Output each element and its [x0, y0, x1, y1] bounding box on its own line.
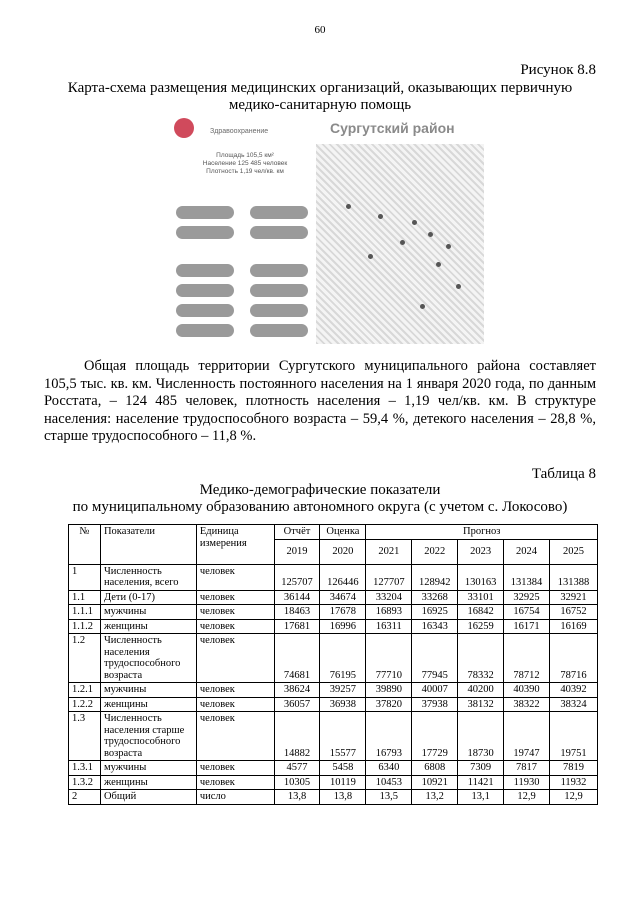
map-image	[170, 114, 488, 352]
row-value: 18730	[458, 712, 504, 761]
row-value: 127707	[366, 564, 412, 590]
row-value: 40007	[412, 683, 458, 698]
row-value: 4577	[274, 761, 320, 776]
header-year: 2024	[504, 539, 550, 564]
row-value: 32921	[550, 590, 598, 605]
map-marker-icon	[420, 304, 425, 309]
row-value: 16793	[366, 712, 412, 761]
row-value: 16893	[366, 605, 412, 620]
map-marker-icon	[456, 284, 461, 289]
row-value: 33204	[366, 590, 412, 605]
row-value: 36938	[320, 697, 366, 712]
row-number: 1.3	[69, 712, 101, 761]
row-number: 1.2.1	[69, 683, 101, 698]
body-paragraph: Общая площадь территории Сургутского муниципального района составляет 105,5 тыс. кв. км. Численность постоянного населения на 1 января 2020 года, по данным Росстата, – 124 485 человек, плотность населения – 1,19 чел/кв. км. В структуре населения: население трудоспособного возраста – 59,4 %, детекого населения – 28,8 %, старше трудоспособного – 11,8 %.	[44, 358, 596, 445]
row-unit: человек	[196, 761, 274, 776]
table-row	[69, 790, 598, 805]
row-indicator: женщины	[100, 697, 196, 712]
header-year: 2025	[550, 539, 598, 564]
row-value: 16343	[412, 619, 458, 634]
row-value: 13,2	[412, 790, 458, 805]
row-value: 17681	[274, 619, 320, 634]
legend-item	[176, 324, 234, 337]
legend-item	[176, 206, 234, 219]
map-marker-icon	[378, 214, 383, 219]
row-value: 16169	[550, 619, 598, 634]
table-row	[69, 712, 598, 761]
region-map-area	[316, 144, 484, 344]
legend-item	[250, 264, 308, 277]
row-unit: человек	[196, 712, 274, 761]
row-value: 33101	[458, 590, 504, 605]
row-value: 76195	[320, 634, 366, 683]
row-value: 128942	[412, 564, 458, 590]
row-value: 78716	[550, 634, 598, 683]
row-value: 33268	[412, 590, 458, 605]
map-marker-icon	[446, 244, 451, 249]
map-stat-density: Плотность 1,19 чел/кв. км	[206, 168, 284, 175]
row-unit: человек	[196, 619, 274, 634]
row-value: 32925	[504, 590, 550, 605]
row-value: 13,8	[320, 790, 366, 805]
header-indicator: Показатели	[100, 525, 196, 565]
header-year: 2020	[320, 539, 366, 564]
table-row	[69, 761, 598, 776]
row-value: 11421	[458, 775, 504, 790]
heart-logo-icon	[174, 118, 194, 138]
row-value: 37938	[412, 697, 458, 712]
page-number: 60	[314, 24, 326, 36]
row-number: 1.1.2	[69, 619, 101, 634]
row-number: 2	[69, 790, 101, 805]
row-value: 40390	[504, 683, 550, 698]
map-stat-population: Население 125 485 человек	[202, 160, 288, 167]
row-value: 78332	[458, 634, 504, 683]
map-region-title: Сургутский район	[330, 120, 455, 136]
row-value: 36057	[274, 697, 320, 712]
row-value: 11930	[504, 775, 550, 790]
map-marker-icon	[346, 204, 351, 209]
row-value: 6808	[412, 761, 458, 776]
table-body	[69, 564, 598, 804]
row-value: 77945	[412, 634, 458, 683]
legend-item	[176, 304, 234, 317]
row-value: 17729	[412, 712, 458, 761]
table-row	[69, 697, 598, 712]
header-year: 2023	[458, 539, 504, 564]
row-value: 16925	[412, 605, 458, 620]
table-row	[69, 564, 598, 590]
legend-item	[176, 264, 234, 277]
row-number: 1	[69, 564, 101, 590]
row-unit: человек	[196, 590, 274, 605]
row-value: 10305	[274, 775, 320, 790]
row-value: 16996	[320, 619, 366, 634]
row-value: 16842	[458, 605, 504, 620]
row-value: 38322	[504, 697, 550, 712]
row-value: 131384	[504, 564, 550, 590]
legend-item	[250, 304, 308, 317]
row-number: 1.1	[69, 590, 101, 605]
row-value: 13,5	[366, 790, 412, 805]
legend-item	[176, 284, 234, 297]
map-marker-icon	[412, 220, 417, 225]
map-marker-icon	[428, 232, 433, 237]
map-marker-icon	[368, 254, 373, 259]
row-number: 1.2.2	[69, 697, 101, 712]
header-year: 2022	[412, 539, 458, 564]
table-title-line-1: Медико-демографические показатели	[199, 482, 441, 498]
row-indicator: Численность населения старше трудоспособного возраста	[100, 712, 196, 761]
demographics-table	[68, 524, 598, 805]
row-value: 38324	[550, 697, 598, 712]
table-row	[69, 683, 598, 698]
row-number: 1.3.2	[69, 775, 101, 790]
row-value: 10453	[366, 775, 412, 790]
row-value: 10119	[320, 775, 366, 790]
row-unit: число	[196, 790, 274, 805]
legend-item	[176, 226, 234, 239]
map-marker-icon	[436, 262, 441, 267]
row-unit: человек	[196, 683, 274, 698]
row-value: 13,8	[274, 790, 320, 805]
table-label: Таблица 8	[531, 466, 596, 482]
row-value: 125707	[274, 564, 320, 590]
row-value: 40200	[458, 683, 504, 698]
row-indicator: мужчины	[100, 683, 196, 698]
row-value: 36144	[274, 590, 320, 605]
row-number: 1.2	[69, 634, 101, 683]
row-indicator: мужчины	[100, 761, 196, 776]
row-value: 19751	[550, 712, 598, 761]
row-unit: человек	[196, 697, 274, 712]
row-value: 39890	[366, 683, 412, 698]
header-report: Отчёт	[274, 525, 320, 540]
row-value: 6340	[366, 761, 412, 776]
row-indicator: Численность населения трудоспособного возраста	[100, 634, 196, 683]
header-num: №	[69, 525, 101, 565]
figure-label: Рисунок 8.8	[520, 62, 596, 78]
table-header-row	[69, 525, 598, 540]
row-value: 7819	[550, 761, 598, 776]
row-value: 37820	[366, 697, 412, 712]
legend-item	[250, 324, 308, 337]
row-value: 16259	[458, 619, 504, 634]
table-row	[69, 619, 598, 634]
table-row	[69, 590, 598, 605]
table-row	[69, 775, 598, 790]
row-value: 15577	[320, 712, 366, 761]
legend-item	[250, 226, 308, 239]
row-value: 18463	[274, 605, 320, 620]
figure-title: Карта-схема размещения медицинских организаций, оказывающих первичную медико-санитарную помощь	[67, 80, 573, 113]
header-forecast: Прогноз	[366, 525, 598, 540]
row-value: 17678	[320, 605, 366, 620]
row-value: 16311	[366, 619, 412, 634]
map-stat-area: Площадь 105,5 км²	[216, 152, 274, 159]
row-value: 130163	[458, 564, 504, 590]
row-value: 34674	[320, 590, 366, 605]
row-value: 7817	[504, 761, 550, 776]
row-number: 1.3.1	[69, 761, 101, 776]
row-indicator: женщины	[100, 775, 196, 790]
table-title	[44, 482, 596, 516]
row-value: 12,9	[550, 790, 598, 805]
row-value: 74681	[274, 634, 320, 683]
row-value: 38132	[458, 697, 504, 712]
row-value: 131388	[550, 564, 598, 590]
row-value: 14882	[274, 712, 320, 761]
row-value: 13,1	[458, 790, 504, 805]
row-value: 40392	[550, 683, 598, 698]
row-unit: человек	[196, 634, 274, 683]
row-value: 12,9	[504, 790, 550, 805]
row-value: 19747	[504, 712, 550, 761]
row-unit: человек	[196, 775, 274, 790]
legend-item	[250, 284, 308, 297]
row-value: 78712	[504, 634, 550, 683]
row-indicator: женщины	[100, 619, 196, 634]
row-number: 1.1.1	[69, 605, 101, 620]
table-row	[69, 634, 598, 683]
row-unit: человек	[196, 605, 274, 620]
row-value: 16752	[550, 605, 598, 620]
row-value: 16171	[504, 619, 550, 634]
row-value: 5458	[320, 761, 366, 776]
header-unit: Единица измерения	[196, 525, 274, 565]
row-unit: человек	[196, 564, 274, 590]
map-brand: Здравоохранение	[210, 128, 269, 135]
row-indicator: Численность населения, всего	[100, 564, 196, 590]
legend-item	[250, 206, 308, 219]
row-value: 10921	[412, 775, 458, 790]
row-value: 126446	[320, 564, 366, 590]
header-year: 2019	[274, 539, 320, 564]
row-value: 38624	[274, 683, 320, 698]
row-value: 77710	[366, 634, 412, 683]
row-indicator: Общий	[100, 790, 196, 805]
map-marker-icon	[400, 240, 405, 245]
header-estimate: Оценка	[320, 525, 366, 540]
row-value: 16754	[504, 605, 550, 620]
header-year: 2021	[366, 539, 412, 564]
row-value: 39257	[320, 683, 366, 698]
map-stats	[176, 152, 314, 176]
row-value: 11932	[550, 775, 598, 790]
table-row	[69, 605, 598, 620]
row-value: 7309	[458, 761, 504, 776]
row-indicator: Дети (0-17)	[100, 590, 196, 605]
row-indicator: мужчины	[100, 605, 196, 620]
table-title-line-2: по муниципальному образованию автономного округа (с учетом с. Локосово)	[72, 499, 568, 515]
